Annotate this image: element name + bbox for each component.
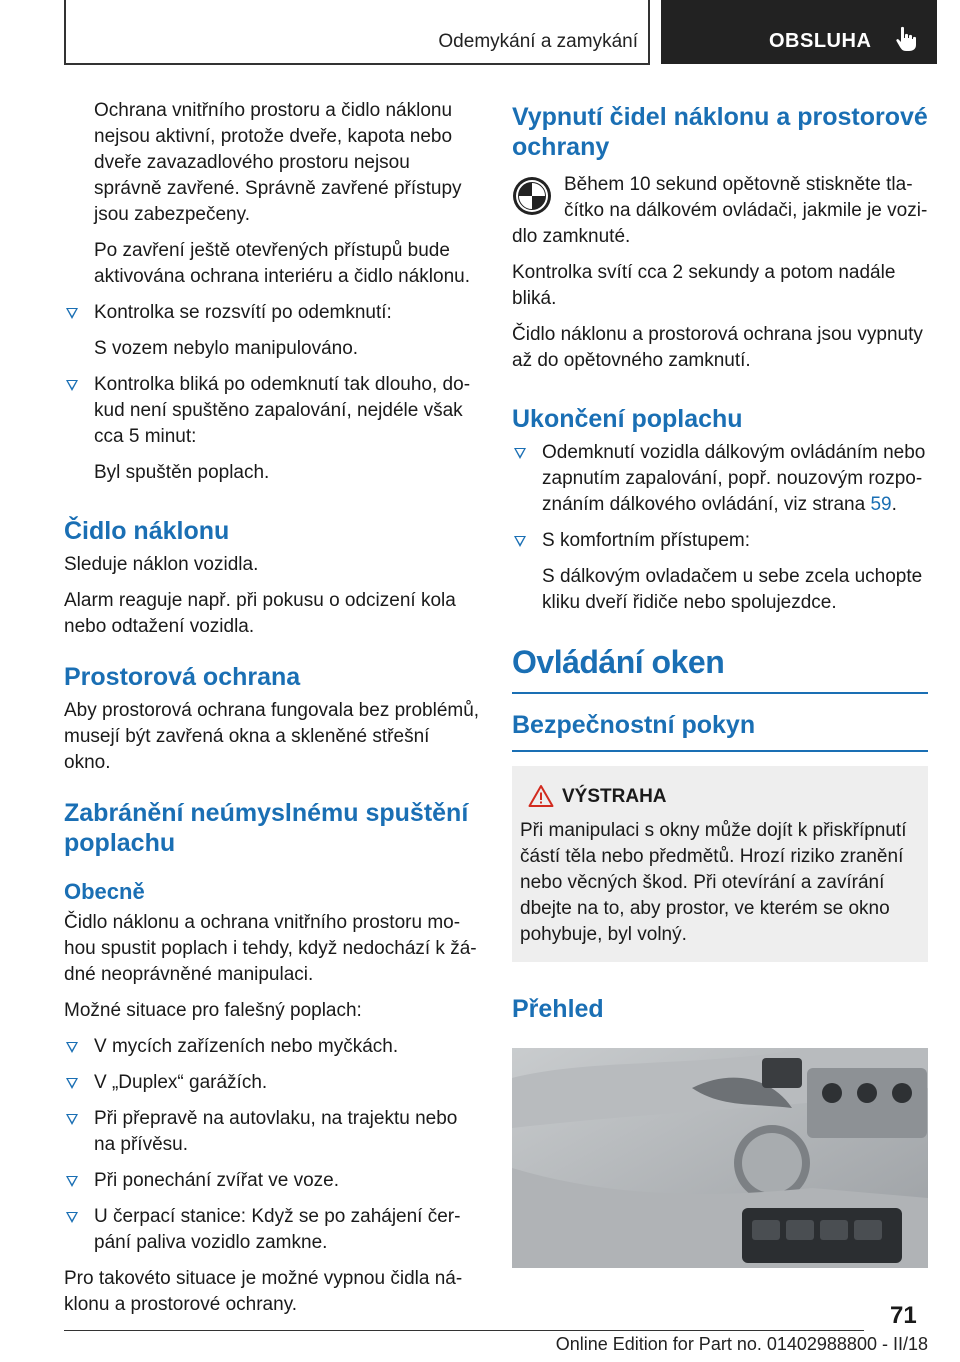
- paragraph: Pro takovéto situace je možné vypnou čidla náklonu a prostorové ochrany.: [64, 1268, 463, 1315]
- warning-triangle-icon: [528, 784, 554, 808]
- heading-window-operation: Ovládání oken: [512, 644, 725, 680]
- paragraph: [512, 172, 928, 250]
- bullet-triangle-icon: [66, 1114, 78, 1125]
- footer-edition: Online Edition for Part no. 01402988800 - II/18: [555, 1334, 928, 1354]
- hand-pointer-icon: [895, 26, 919, 52]
- bullet-triangle-icon: [514, 536, 526, 547]
- list-item-subtext: S dálkovým ovladačem u sebe zcela uchopte kliku dveří řidiče nebo spolujezdce.: [542, 566, 923, 613]
- list-item-text-part: Odemknutí vozidla dálkovým ovládáním nebo zapnutím zapalování, popř. nouzovým rozpoznáním dálkového ovládání, viz strana: [542, 442, 926, 515]
- list-item-text: V „Duplex“ garážích.: [94, 1072, 268, 1093]
- list-item-text: S komfortním přístupem:: [542, 530, 751, 551]
- paragraph: Alarm reaguje např. při pokusu o odcizení kola nebo odtažení vozidla.: [64, 590, 456, 637]
- section-label: OBSLUHA: [769, 30, 872, 52]
- bullet-triangle-icon: [66, 1212, 78, 1223]
- warning-text: Při manipulaci s okny může dojít k přiskřípnutí částí těla nebo předmětů. Hrozí riziko zranění nebo věcných škod. Při otevírání a zavírání dbejte na to, aby prostor, ve kterém se okno pohybuje, byl volný.: [520, 820, 907, 945]
- heading-prevent-alarm: Zabránění neúmyslnému spuštění poplachu: [64, 799, 469, 857]
- list-item-subtext: S vozem nebylo manipulováno.: [94, 338, 359, 359]
- heading-overview: Přehled: [512, 995, 604, 1023]
- list-item-text: Při přepravě na autovlaku, na trajektu nebo na přívěsu.: [94, 1108, 458, 1155]
- heading-safety-note: Bezpečnostní pokyn: [512, 711, 756, 739]
- page-reference-link[interactable]: 59: [870, 494, 892, 515]
- paragraph: Kontrolka svítí cca 2 sekundy a potom nadále bliká.: [512, 262, 896, 309]
- heading-disable-sensors: Vypnutí čidel náklonu a prostorové ochrany: [512, 103, 928, 161]
- bullet-triangle-icon: [66, 380, 78, 391]
- bullet-triangle-icon: [514, 448, 526, 459]
- heading-end-alarm: Ukončení poplachu: [512, 405, 743, 433]
- list-item: [64, 1070, 480, 1096]
- list-item: [64, 1168, 480, 1194]
- list-item: [64, 1034, 480, 1060]
- bullet-triangle-icon: [66, 308, 78, 319]
- bullet-triangle-icon: [66, 1176, 78, 1187]
- list-item: [64, 1204, 480, 1256]
- heading-rule: [512, 750, 928, 752]
- page-number: 71: [890, 1302, 917, 1329]
- section-tab: [661, 0, 937, 64]
- paragraph: Čidlo náklonu a ochrana vnitřního prostoru mohou spustit poplach i tehdy, když nedochází k žádné neoprávněné manipulaci.: [64, 912, 477, 985]
- heading-tilt-sensor: Čidlo náklonu: [64, 517, 230, 545]
- list-item-subtext: Byl spuštěn poplach.: [94, 462, 270, 483]
- right-column: [512, 98, 928, 1273]
- list-item-text: Při ponechání zvířat ve voze.: [94, 1170, 340, 1191]
- list-item: [512, 440, 928, 518]
- left-column: [64, 98, 480, 1328]
- door-window-controls-photo: [512, 1048, 928, 1268]
- warning-box: [512, 766, 928, 962]
- list-item: [512, 528, 928, 616]
- warning-header: [520, 784, 920, 810]
- bullet-triangle-icon: [66, 1078, 78, 1089]
- bullet-triangle-icon: [66, 1042, 78, 1053]
- paragraph: Sleduje náklon vozidla.: [64, 554, 259, 575]
- list-item-text: Kontrolka se rozsvítí po odemknutí:: [94, 302, 392, 323]
- list-item: [64, 300, 480, 362]
- chapter-title: Odemykání a zamykání: [438, 31, 638, 52]
- footer-rule: [64, 1330, 864, 1331]
- warning-title: VÝSTRAHA: [562, 786, 667, 807]
- list-item-text: V mycích zařízeních nebo myčkách.: [94, 1036, 399, 1057]
- list-item-text: [542, 440, 928, 518]
- paragraph: Ochrana vnitřního prostoru a čidlo náklonu nejsou aktivní, protože dveře, kapota nebo dveře zavazadlového prostoru nejsou správně zavřené. Správně zavřené přístupy jsou zabezpečeny.: [94, 100, 462, 225]
- list-item-text: Kontrolka bliká po odemknutí tak dlouho, dokud není spuštěno zapalování, nejdéle však cca 5 minut:: [94, 374, 471, 447]
- paragraph: Čidlo náklonu a prostorová ochrana jsou vypnuty až do opětovného zamknutí.: [512, 324, 923, 371]
- list-item: [64, 1106, 480, 1158]
- list-item: [64, 372, 480, 486]
- heading-general: Obecně: [64, 879, 145, 904]
- list-item-text-part: .: [891, 494, 897, 515]
- paragraph: Po zavření ještě otevřených přístupů bude aktivována ochrana interiéru a čidlo náklonu.: [94, 240, 471, 287]
- header-divider: [648, 0, 650, 64]
- paragraph: Aby prostorová ochrana fungovala bez problémů, musejí být zavřená okna a skleněné střešní okno.: [64, 700, 480, 773]
- list-item-text: U čerpací stanice: Když se po zahájení čerpání paliva vozidlo zamkne.: [94, 1206, 461, 1253]
- bmw-logo-icon: [512, 176, 552, 216]
- heading-rule: [512, 692, 928, 694]
- paragraph: Možné situace pro falešný poplach:: [64, 1000, 362, 1021]
- paragraph-text: Během 10 sekund opětovně stiskněte tlačítko na dálkovém ovládači, jakmile je vozidlo zamknuté.: [512, 174, 928, 247]
- heading-interior-protection: Prostorová ochrana: [64, 663, 301, 691]
